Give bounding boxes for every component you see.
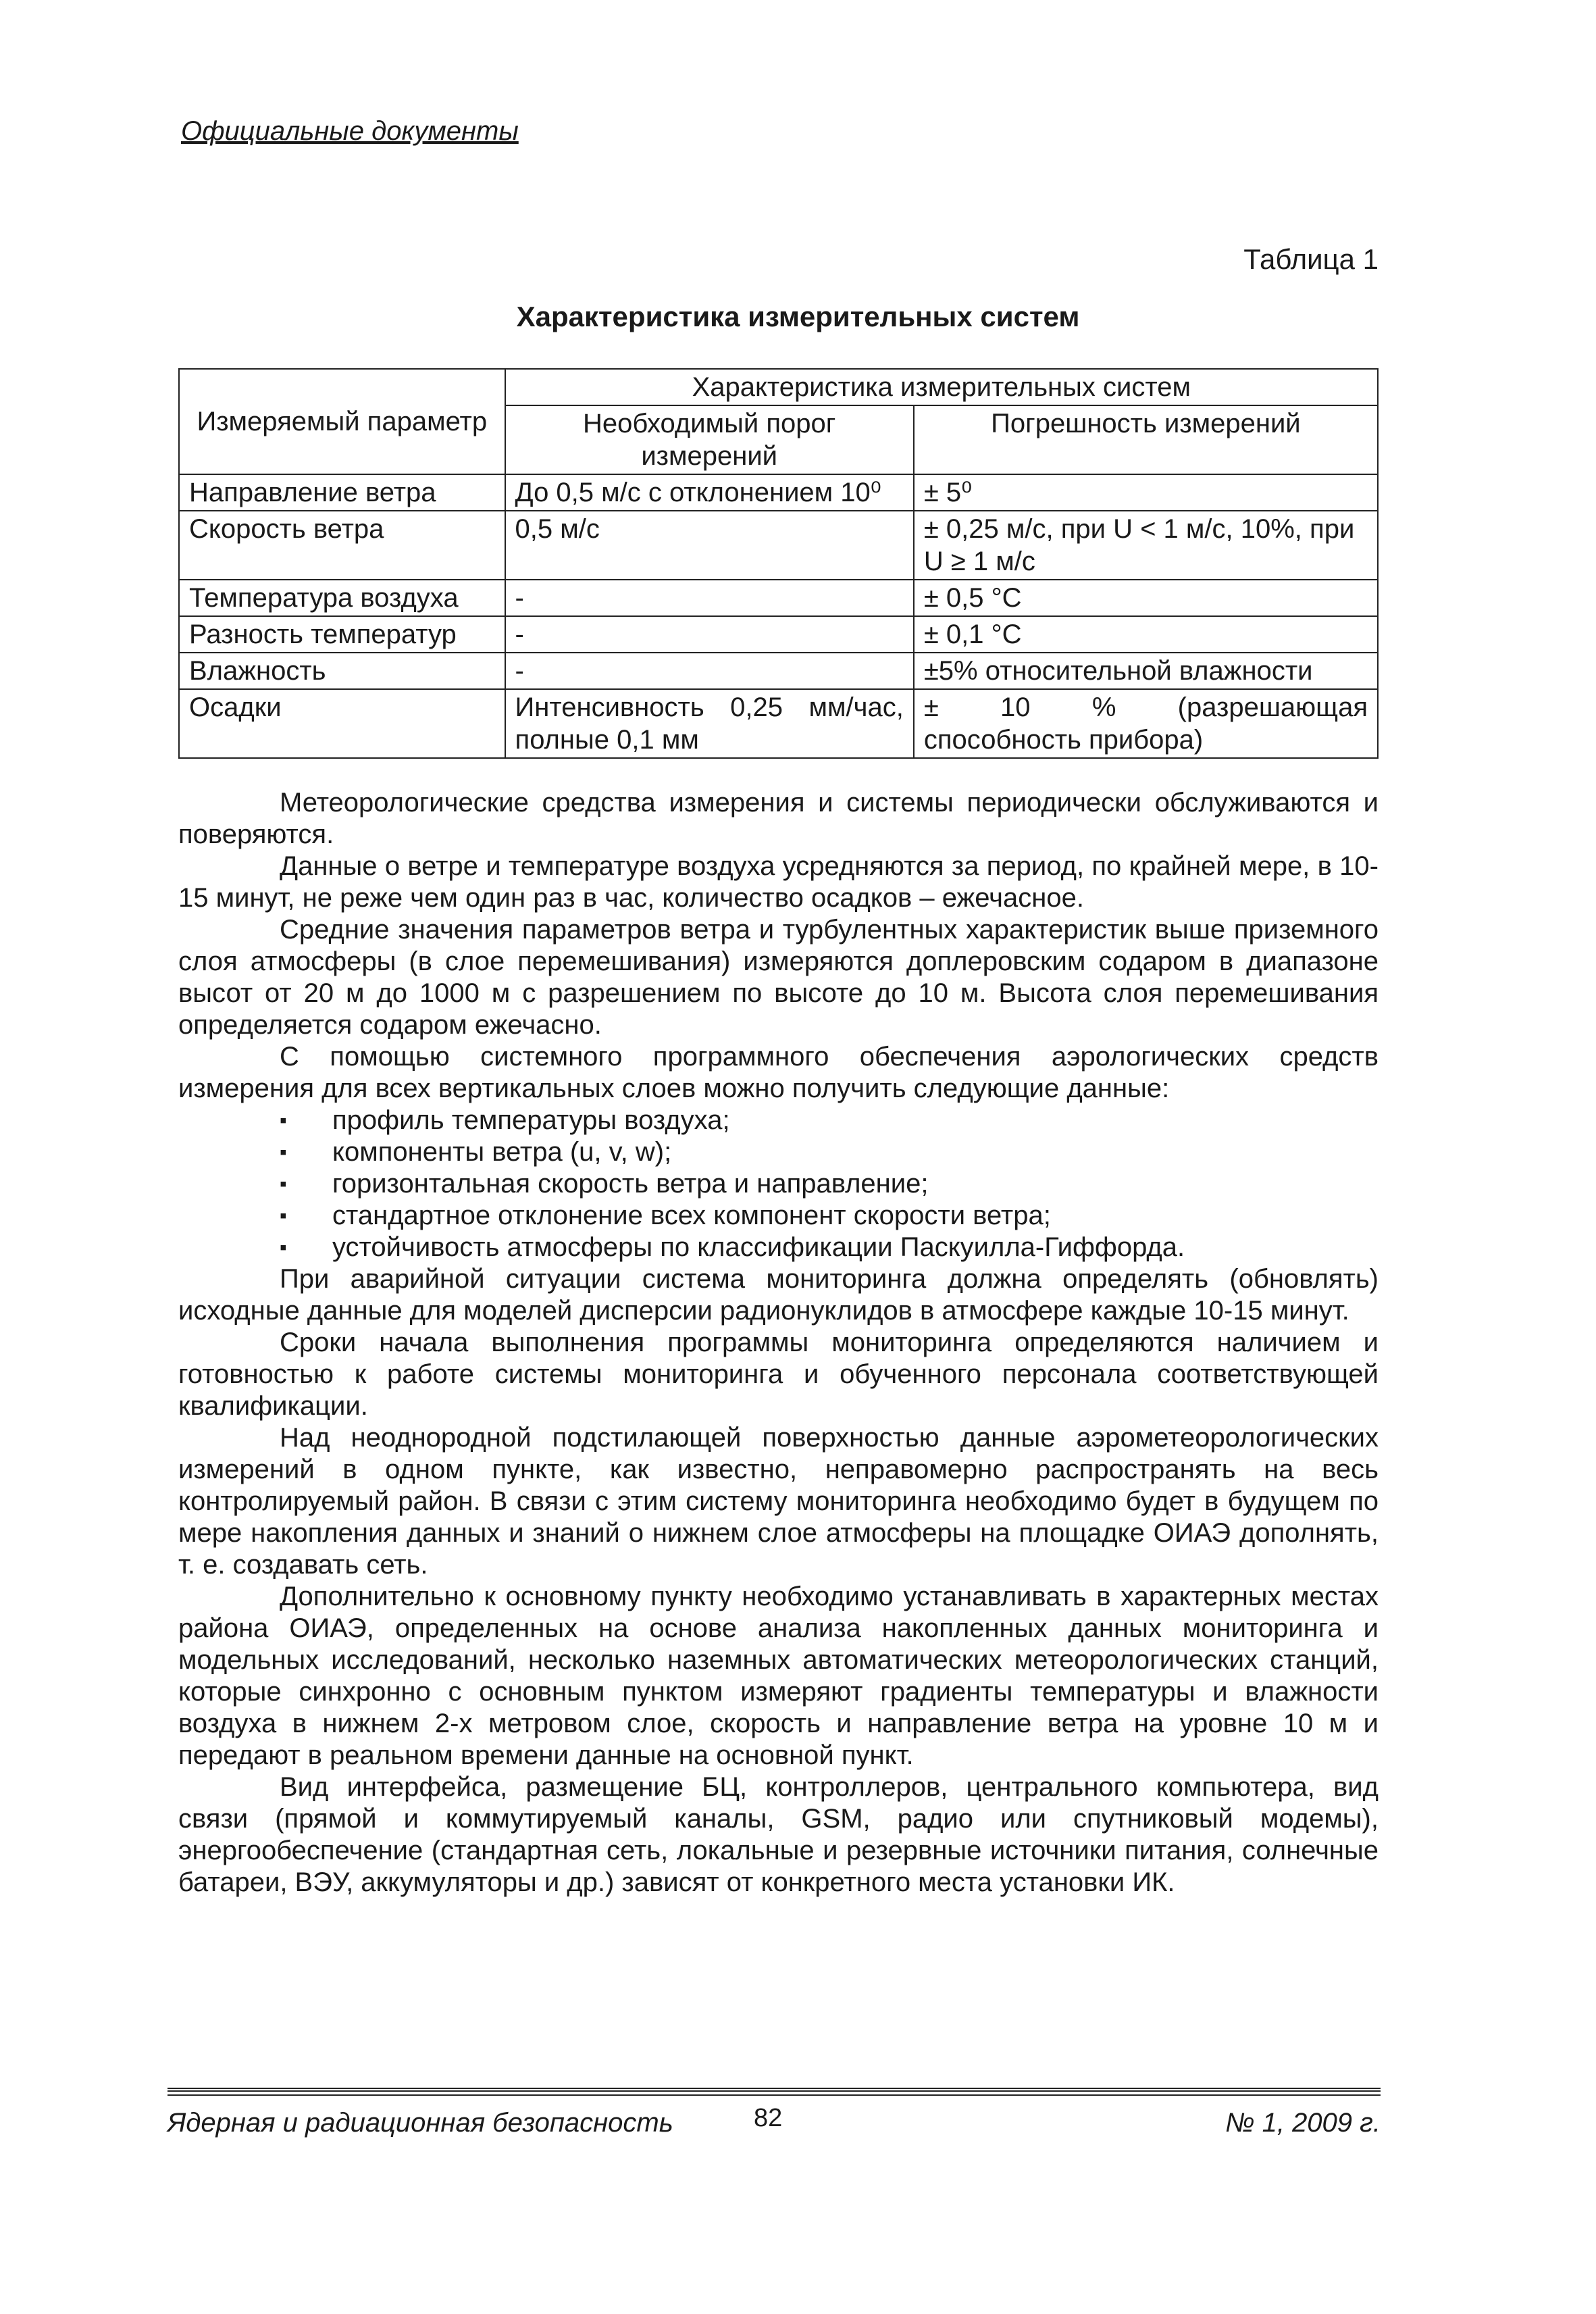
footer-journal: Ядерная и радиационная безопасность: [168, 2108, 673, 2138]
table-row: [179, 580, 1378, 616]
paragraph: Сроки начала выполнения программы мониторинга определяются наличием и готовностью к работе системы мониторинга и обученного персонала соответствующей квалификации.: [178, 1328, 1379, 1421]
characteristics-table: [178, 368, 1379, 759]
cell-threshold: Интенсивность 0,25 мм/час, полные 0,1 мм: [505, 689, 914, 758]
body-text: [178, 787, 1379, 1898]
cell-error: ± 0,5 °C: [914, 580, 1378, 616]
paragraph: Дополнительно к основному пункту необходимо устанавливать в характерных местах района ОИАЭ, определенных на основе анализа накопленных данных мониторинга и модельных исследований, несколько наземных автоматических метеорологических станций, которые синхронно с основным пунктом измеряют градиенты температуры и влажности воздуха в нижнем 2-х метровом слое, скорость и направление ветра на уровне 10 м и передают в реальном времени данные на основной пункт.: [178, 1582, 1379, 1770]
cell-param: Осадки: [179, 689, 505, 758]
table-row: [179, 689, 1378, 758]
bullet-icon: ▪: [280, 1236, 287, 1259]
list-item: [178, 1200, 1379, 1232]
list-item-text: устойчивость атмосферы по классификации Паскуилла-Гиффорда.: [332, 1232, 1185, 1262]
table-row: [179, 653, 1378, 689]
cell-param: Разность температур: [179, 616, 505, 653]
footer-issue: № 1, 2009 г.: [1225, 2108, 1381, 2138]
list-item-text: стандартное отклонение всех компонент скорости ветра;: [332, 1201, 1051, 1230]
data-list: [178, 1105, 1379, 1263]
cell-error: ± 0,1 °C: [914, 616, 1378, 653]
table-number: Таблица 1: [1243, 243, 1379, 275]
footer-rule-thin: [168, 2094, 1381, 2096]
list-item: [178, 1105, 1379, 1136]
bullet-icon: ▪: [280, 1205, 287, 1227]
page-number: 82: [754, 2104, 783, 2132]
list-item: [178, 1232, 1379, 1263]
running-head: Официальные документы: [181, 116, 519, 146]
cell-error: ± 10 % (разрешающая способность прибора): [914, 689, 1378, 758]
table-title: Характеристика измерительных систем: [516, 301, 1080, 332]
header-param: Измеряемый параметр: [179, 369, 505, 474]
list-item: [178, 1168, 1379, 1200]
footer-rule: [168, 2088, 1381, 2092]
header-threshold: Необходимый порог измерений: [505, 405, 914, 474]
bullet-icon: ▪: [280, 1141, 287, 1163]
list-item-text: профиль температуры воздуха;: [332, 1105, 730, 1135]
table-row: [179, 474, 1378, 511]
cell-param: Температура воздуха: [179, 580, 505, 616]
bullet-icon: ▪: [280, 1173, 287, 1195]
paragraph: Средние значения параметров ветра и турбулентных характеристик выше приземного слоя атмосферы (в слое перемешивания) измеряются доплеровским содаром в диапазоне высот от 20 м до 1000 м с разрешением по высоте до 10 м. Высота слоя перемешивания определяется содаром ежечасно.: [178, 915, 1379, 1040]
header-group: Характеристика измерительных систем: [505, 369, 1378, 405]
table-row: [179, 616, 1378, 653]
cell-error: ± 0,25 м/с, при U < 1 м/с, 10%, при U ≥ 1 м/с: [914, 511, 1378, 580]
list-item-text: компоненты ветра (u, v, w);: [332, 1137, 672, 1167]
cell-threshold: До 0,5 м/с с отклонением 10⁰: [505, 474, 914, 511]
paragraph: Вид интерфейса, размещение БЦ, контроллеров, центрального компьютера, вид связи (прямой и коммутируемый каналы, GSM, радио или спутниковый модемы), энергообеспечение (стандартная сеть, локальные и резервные источники питания, солнечные батареи, ВЭУ, аккумуляторы и др.) зависят от конкретного места установки ИК.: [178, 1772, 1379, 1897]
cell-threshold: -: [505, 580, 914, 616]
cell-error: ± 5⁰: [914, 474, 1378, 511]
paragraph: Метеорологические средства измерения и системы периодически обслуживаются и поверяются.: [178, 788, 1379, 849]
cell-threshold: 0,5 м/с: [505, 511, 914, 580]
list-item-text: горизонтальная скорость ветра и направление;: [332, 1169, 929, 1199]
cell-error: ±5% относительной влажности: [914, 653, 1378, 689]
bullet-icon: ▪: [280, 1109, 287, 1132]
cell-threshold: -: [505, 653, 914, 689]
table-row: [179, 511, 1378, 580]
header-error: Погрешность измерений: [914, 405, 1378, 474]
paragraph: С помощью системного программного обеспечения аэрологических средств измерения для всех вертикальных слоев можно получить следующие данные:: [178, 1042, 1379, 1103]
cell-param: Направление ветра: [179, 474, 505, 511]
cell-param: Скорость ветра: [179, 511, 505, 580]
paragraph: Данные о ветре и температуре воздуха усредняются за период, по крайней мере, в 10-15 минут, не реже чем один раз в час, количество осадков – ежечасное.: [178, 851, 1379, 913]
cell-threshold: -: [505, 616, 914, 653]
paragraph: Над неоднородной подстилающей поверхностью данные аэрометеорологических измерений в одном пункте, как известно, неправомерно распространять на весь контролируемый район. В связи с этим систему мониторинга необходимо будет в будущем по мере накопления данных и знаний о нижнем слое атмосферы на площадке ОИАЭ дополнять, т. е. создавать сеть.: [178, 1423, 1379, 1580]
list-item: [178, 1136, 1379, 1168]
cell-param: Влажность: [179, 653, 505, 689]
table-header-row: [179, 369, 1378, 405]
paragraph: При аварийной ситуации система мониторинга должна определять (обновлять) исходные данные для моделей дисперсии радионуклидов в атмосфере каждые 10-15 минут.: [178, 1264, 1379, 1326]
